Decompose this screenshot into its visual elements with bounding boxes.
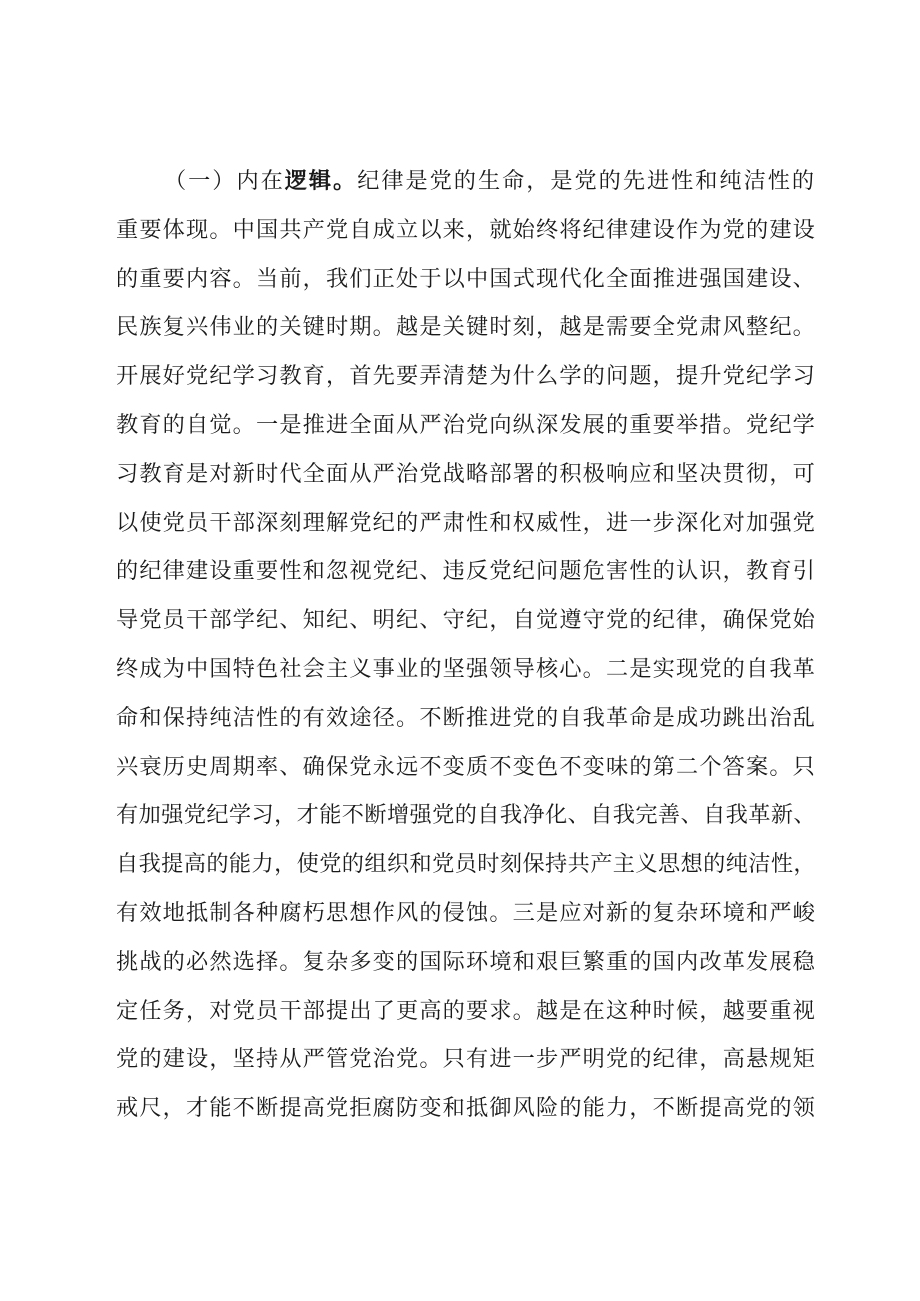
paragraph-line: 定任务，对党员干部提出了更高的要求。越是在这种时候，越要重视	[116, 997, 816, 1024]
document-body	[116, 157, 816, 1133]
paragraph-line: 的重要内容。当前，我们正处于以中国式现代化全面推进强国建设、	[116, 265, 816, 292]
paragraph-line: 党的建设，坚持从严管党治党。只有进一步严明党的纪律，高悬规矩	[116, 1046, 816, 1073]
heading-prefix: （一）内在	[164, 168, 285, 194]
paragraph	[116, 157, 816, 1133]
paragraph-line: 以使党员干部深刻理解党纪的严肃性和权威性，进一步深化对加强党	[116, 509, 816, 536]
paragraph-line: 有加强党纪学习，才能不断增强党的自我净化、自我完善、自我革新、	[116, 802, 816, 829]
paragraph-line: 重要体现。中国共产党自成立以来，就始终将纪律建设作为党的建设	[116, 216, 816, 243]
paragraph-line: 命和保持纯洁性的有效途径。不断推进党的自我革命是成功跳出治乱	[116, 704, 816, 731]
paragraph-line: 民族复兴伟业的关键时期。越是关键时刻，越是需要全党肃风整纪。	[116, 314, 816, 341]
paragraph-line: 教育的自觉。一是推进全面从严治党向纵深发展的重要举措。党纪学	[116, 411, 816, 438]
heading-bold: 逻辑。	[284, 168, 358, 194]
paragraph-line: 自我提高的能力，使党的组织和党员时刻保持共产主义思想的纯洁性，	[116, 851, 816, 878]
paragraph-line: 终成为中国特色社会主义事业的坚强领导核心。二是实现党的自我革	[116, 655, 816, 682]
paragraph-line: 的纪律建设重要性和忽视党纪、违反党纪问题危害性的认识，教育引	[116, 558, 816, 585]
paragraph-line: 挑战的必然选择。复杂多变的国际环境和艰巨繁重的国内改革发展稳	[116, 948, 816, 975]
paragraph-line: 兴衰历史周期率、确保党永远不变质不变色不变味的第二个答案。只	[116, 753, 816, 780]
paragraph-line-1	[116, 157, 816, 206]
paragraph-line-text: 纪律是党的生命，是党的先进性和纯洁性的	[357, 168, 816, 194]
paragraph-line: 有效地抵制各种腐朽思想作风的侵蚀。三是应对新的复杂环境和严峻	[116, 899, 816, 926]
paragraph-line: 戒尺，才能不断提高党拒腐防变和抵御风险的能力，不断提高党的领	[116, 1095, 816, 1122]
paragraph-line: 导党员干部学纪、知纪、明纪、守纪，自觉遵守党的纪律，确保党始	[116, 607, 816, 634]
paragraph-line: 开展好党纪学习教育，首先要弄清楚为什么学的问题，提升党纪学习	[116, 363, 816, 390]
paragraph-line: 习教育是对新时代全面从严治党战略部署的积极响应和坚决贯彻，可	[116, 460, 816, 487]
